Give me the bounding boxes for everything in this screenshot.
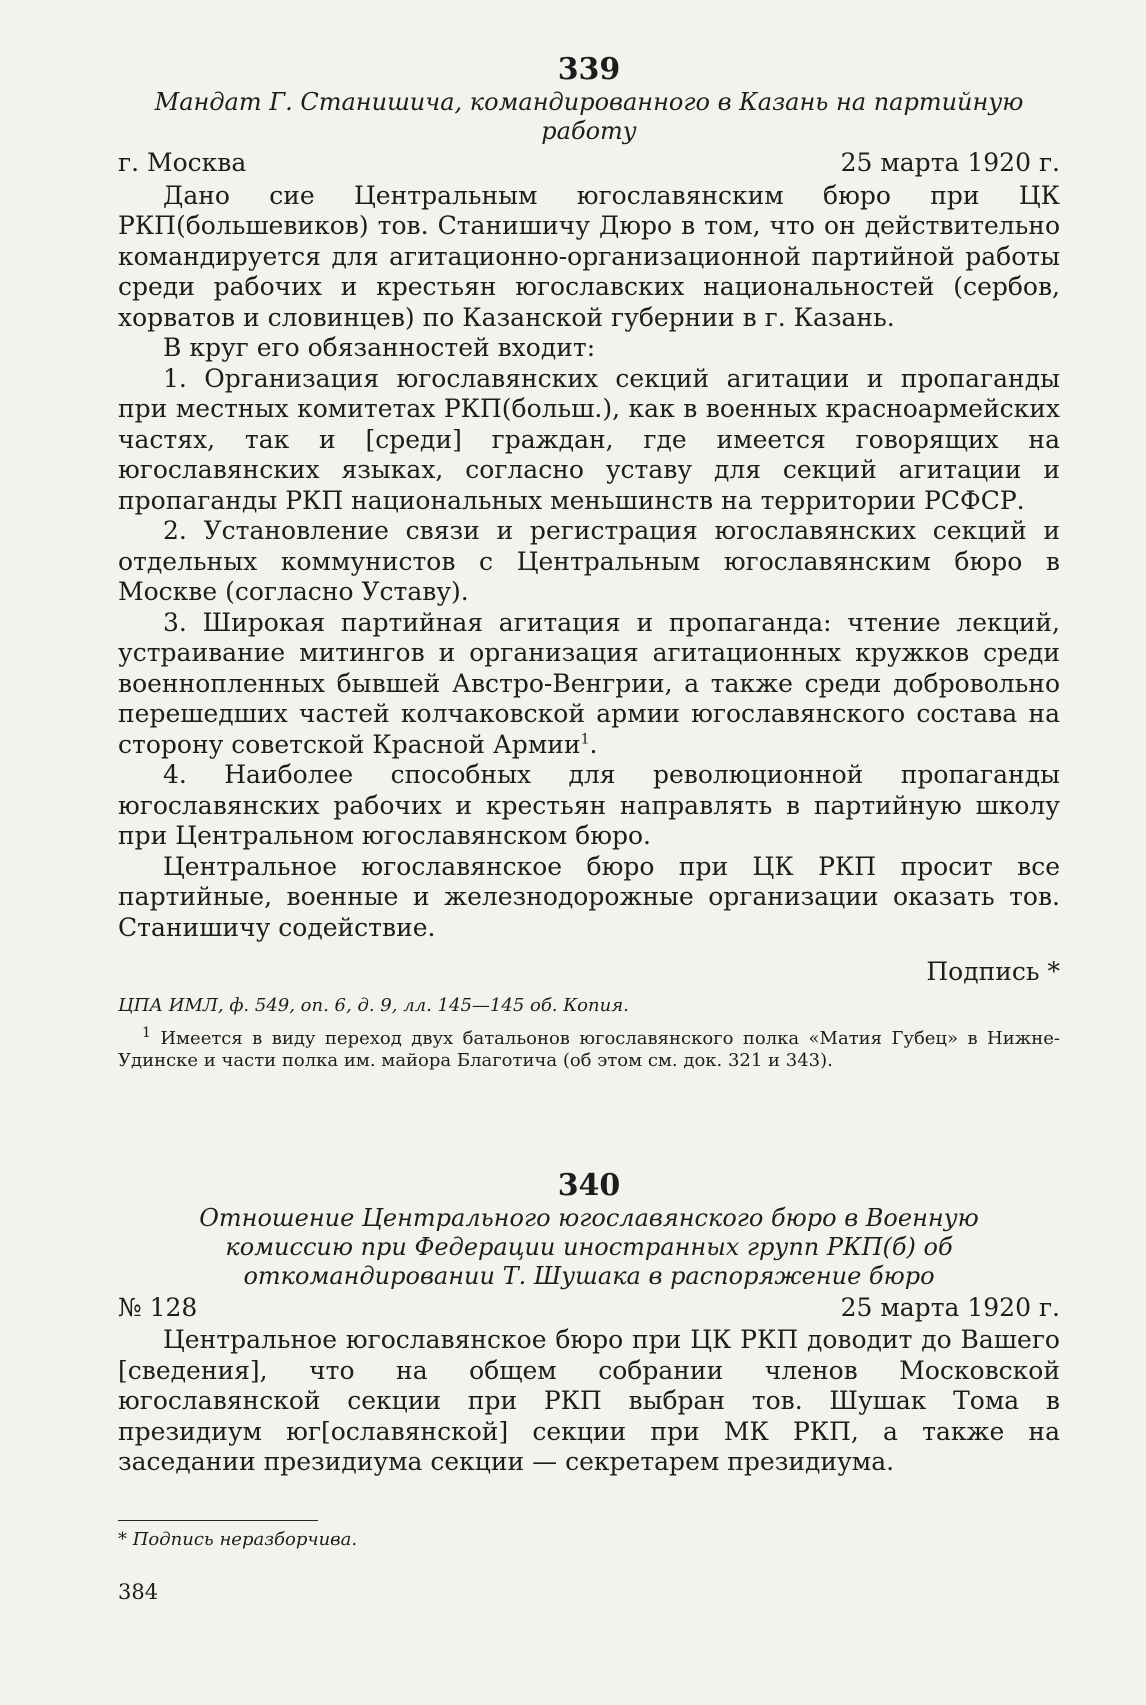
document-heading-339: Мандат Г. Станишича, командированного в Казань на партийную работу bbox=[154, 88, 1024, 145]
document-number-340: 340 bbox=[557, 1167, 621, 1203]
signature-note: * Подпись неразборчива. bbox=[118, 1528, 358, 1550]
signature: Подпись * bbox=[926, 957, 1060, 986]
paragraph: Центральное югославянское бюро при ЦК РКП просит все партийные, военные и железнодорожные организации оказать тов. Станишичу содействие. bbox=[118, 851, 1060, 942]
footnote-text: Имеется в виду переход двух батальонов югославянского полка «Матия Губец» в Нижне-Удинске и части полка им. майора Благотича (об этом см. док. 321 и 343). bbox=[118, 1027, 1060, 1071]
paragraph: В круг его обязанностей входит: bbox=[163, 333, 596, 362]
paragraph-text: 3. Широкая партийная агитация и пропаганда: чтение лекций, устраивание митингов и организация агитационных кружков среди военнопленных бывшей Австро-Венгрии, а также среди добровольно перешедших частей колчаковской армии югославянского состава на сторону советской Красной Армии bbox=[118, 607, 1060, 759]
paragraph: Центральное югославянское бюро при ЦК РКП доводит до Вашего [сведения], что на общем собрании членов Московской югославянской секции при РКП выбран тов. Шушак Тома в президиум юг[ославянской] секции при МК РКП, а также на заседании президиума секции — секретарем президиума. bbox=[118, 1325, 1060, 1476]
paragraph: 4. Наиболее способных для революционной пропаганды югославянских рабочих и крестьян направлять в партийную школу при Центральном югославянском бюро. bbox=[118, 760, 1060, 850]
paragraph: 2. Установление связи и регистрация югославянских секций и отдельных коммунистов с Центральным югославянским бюро в Москве (согласно Уставу). bbox=[118, 516, 1060, 606]
date: 25 марта 1920 г. bbox=[840, 148, 1060, 177]
footnote bbox=[118, 1024, 1060, 1072]
document-number-339: 339 bbox=[557, 52, 621, 87]
reference-number: № 128 bbox=[118, 1292, 198, 1322]
dateline-340 bbox=[118, 1293, 1060, 1324]
footnote-number: 1 bbox=[142, 1024, 151, 1041]
page-number: 384 bbox=[118, 1579, 159, 1604]
document-page bbox=[118, 52, 1060, 1607]
footnote-divider bbox=[118, 1520, 318, 1521]
paragraph-with-footnote: 3. Широкая партийная агитация и пропаганда: чтение лекций, устраивание митингов и организация агитационных кружков среди военнопленных бывшей Австро-Венгрии, а также среди добровольно перешедших частей колчаковской армии югославянского состава на сторону советской Красной Армии$^1$. bbox=[118, 607, 1060, 759]
dateline-339 bbox=[118, 148, 1060, 179]
footnote-mark: 1 bbox=[580, 731, 590, 748]
place: г. Москва bbox=[118, 148, 247, 177]
archive-source: ЦПА ИМЛ, ф. 549, оп. 6, д. 9, лл. 145—145 об. Копия. bbox=[118, 994, 629, 1016]
date: 25 марта 1920 г. bbox=[840, 1292, 1060, 1322]
paragraph: 1. Организация югославянских секций агитации и пропаганды при местных комитетах РКП(больш.), как в военных красноармейских частях, так и [среди] граждан, где имеется говорящих на югославянских языках, согласно уставу для секций агитации и пропаганды РКП национальных меньшинств на территории РСФСР. bbox=[118, 363, 1060, 515]
paragraph: Дано сие Центральным югославянским бюро при ЦК РКП(большевиков) тов. Станишичу Дюро в том, что он действительно командируется для агитационно-организационной партийной работы среди рабочих и крестьян югославских национальностей (сербов, хорватов и словинцев) по Казанской губернии в г. Казань. bbox=[118, 180, 1060, 332]
document-heading-340: Отношение Центрального югославянского бюро в Военную комиссию при Федерации иностранных групп РКП(б) об откомандировании Т. Шушака в распоряжение бюро bbox=[199, 1203, 979, 1290]
